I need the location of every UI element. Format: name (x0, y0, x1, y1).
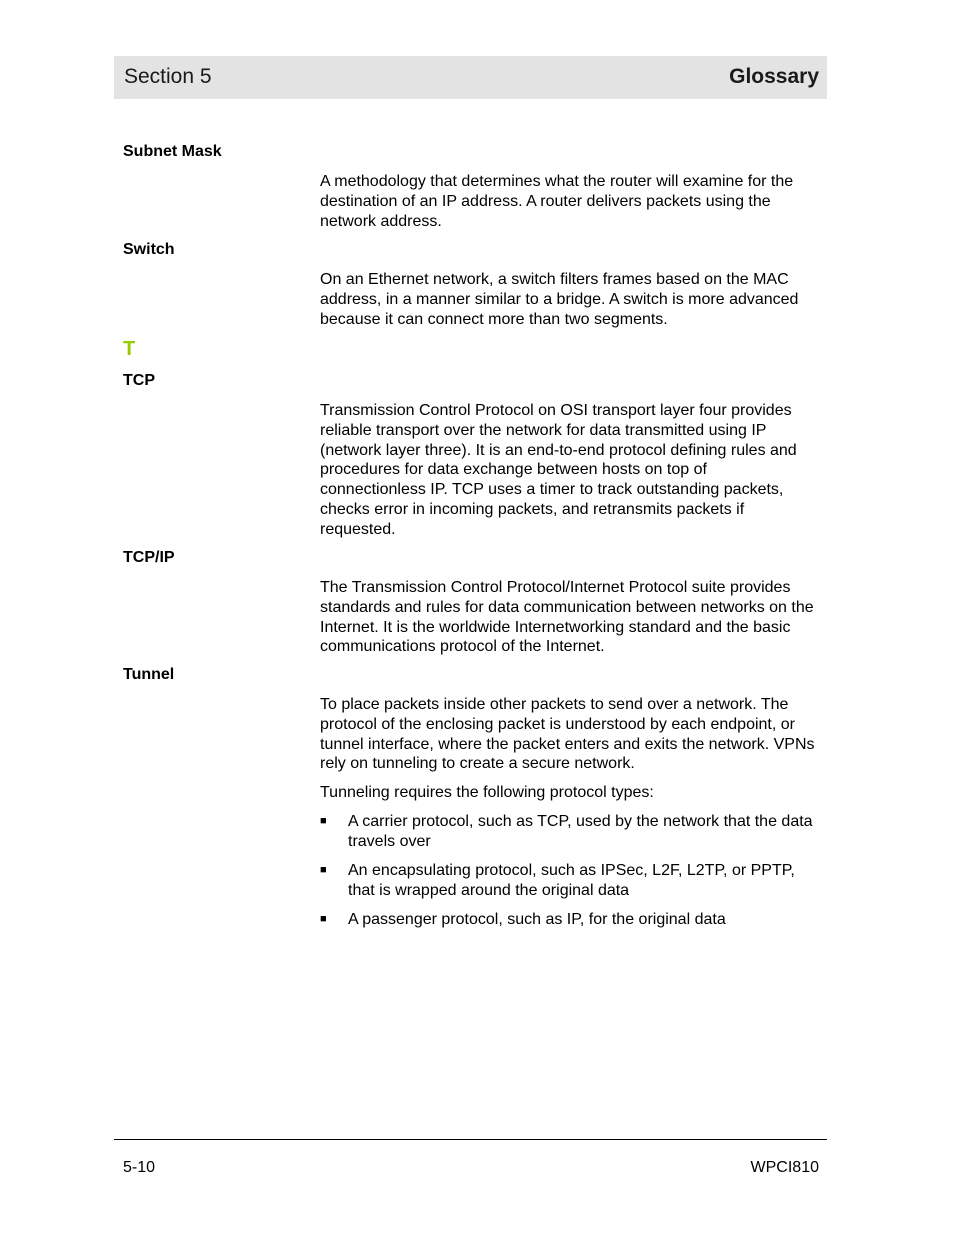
product-name: WPCI810 (750, 1159, 819, 1176)
footer-divider (114, 1139, 827, 1140)
list-item (320, 861, 820, 901)
list-item-text: An encapsulating protocol, such as IPSec, L2F, L2TP, or PPTP, that is wrapped around the original data (348, 862, 795, 899)
bullet-square-icon: ■ (320, 913, 327, 925)
section-label: Section 5 (124, 65, 212, 88)
glossary-definition-subnet-mask: A methodology that determines what the router will examine for the destination of an IP address. A router delivers packets using the network address. (320, 173, 794, 230)
glossary-term-switch: Switch (123, 241, 175, 258)
glossary-definition-tcp: Transmission Control Protocol on OSI transport layer four provides reliable transport over the network for data transmitted using IP (network layer three). It is an end-to-end protocol defining rules and procedures for data exchange between hosts on top of connectionless IP. TCP uses a timer to track outstanding packets, checks error in incoming packets, and retransmits packets if requested. (320, 402, 797, 538)
glossary-term-tunnel: Tunnel (123, 666, 175, 683)
page-header (114, 56, 827, 99)
glossary-term-tcp-ip: TCP/IP (123, 549, 175, 566)
tunnel-protocol-types-intro: Tunneling requires the following protocol types: (320, 784, 654, 801)
chapter-title: Glossary (729, 65, 819, 88)
list-item-text: A passenger protocol, such as IP, for the original data (348, 911, 726, 928)
glossary-definition-tunnel: To place packets inside other packets to send over a network. The protocol of the enclosing packet is understood by each endpoint, or tunnel interface, where the packet enters and exits the network. VPNs rely on tunneling to create a secure network. (320, 696, 815, 773)
bullet-square-icon: ■ (320, 815, 327, 827)
glossary-definition-switch: On an Ethernet network, a switch filters frames based on the MAC address, in a manner similar to a bridge. A switch is more advanced because it can connect more than two segments. (320, 271, 799, 328)
letter-heading: T (123, 338, 136, 360)
list-item (320, 910, 820, 930)
list-item (320, 812, 820, 852)
glossary-definition-tcp-ip: The Transmission Control Protocol/Internet Protocol suite provides standards and rules for data communication between networks on the Internet. It is the worldwide Internetworking standard and the basic communications protocol of the Internet. (320, 579, 814, 656)
list-item-text: A carrier protocol, such as TCP, used by the network that the data travels over (348, 813, 813, 850)
glossary-term-tcp: TCP (123, 372, 155, 389)
bullet-square-icon: ■ (320, 864, 327, 876)
page-number: 5-10 (123, 1159, 156, 1176)
glossary-term-subnet-mask: Subnet Mask (123, 143, 222, 160)
